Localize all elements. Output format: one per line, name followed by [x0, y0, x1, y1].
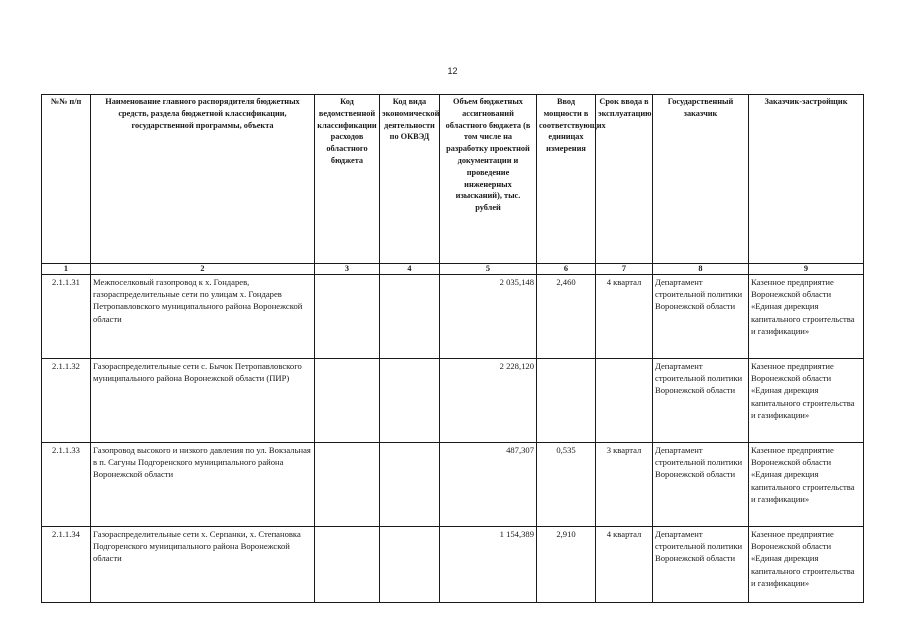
- header-cell: Наименование главного распорядителя бюджетных средств, раздела бюджетной классификации, государственной программы, объекта: [91, 95, 315, 264]
- row-number: 2.1.1.32: [42, 359, 91, 443]
- capacity: 2,910: [537, 527, 596, 603]
- column-number: 4: [380, 264, 440, 275]
- capacity: 0,535: [537, 443, 596, 527]
- capacity: [537, 359, 596, 443]
- table-row: [42, 275, 864, 359]
- kvsr-code: [315, 359, 380, 443]
- header-row: [42, 95, 864, 264]
- government-customer: Департамент строительной политики Воронежской области: [653, 443, 749, 527]
- column-number: 9: [749, 264, 864, 275]
- kvsr-code: [315, 443, 380, 527]
- developer: Казенное предприятие Воронежской области «Единая дирекция капитального строительства и газификации»: [749, 275, 864, 359]
- government-customer: Департамент строительной политики Воронежской области: [653, 275, 749, 359]
- header-cell: Код ведомственной классификации расходов областного бюджета: [315, 95, 380, 264]
- header-cell: Код вида экономической деятельности по ОКВЭД: [380, 95, 440, 264]
- commissioning-term: 4 квартал: [596, 527, 653, 603]
- developer: Казенное предприятие Воронежской области «Единая дирекция капитального строительства и газификации»: [749, 527, 864, 603]
- commissioning-term: 4 квартал: [596, 275, 653, 359]
- commissioning-term: 3 квартал: [596, 443, 653, 527]
- column-number: 5: [440, 264, 537, 275]
- investment-table: [41, 94, 864, 603]
- column-number: 2: [91, 264, 315, 275]
- budget-volume: 487,307: [440, 443, 537, 527]
- header-cell: Объем бюджетных ассигнований областного бюджета (в том числе на разработку проектной документации и проведение инженерных изысканий), тыс. рублей: [440, 95, 537, 264]
- developer: Казенное предприятие Воронежской области «Единая дирекция капитального строительства и газификации»: [749, 359, 864, 443]
- budget-volume: 2 228,120: [440, 359, 537, 443]
- row-number: 2.1.1.33: [42, 443, 91, 527]
- column-number: 1: [42, 264, 91, 275]
- header-cell: №№ п/п: [42, 95, 91, 264]
- table-row: [42, 359, 864, 443]
- table-row: [42, 527, 864, 603]
- column-number: 7: [596, 264, 653, 275]
- object-name: Газопровод высокого и низкого давления по ул. Вокзальная в п. Сагуны Подгоренского муниципального района Воронежской области: [91, 443, 315, 527]
- column-number: 8: [653, 264, 749, 275]
- government-customer: Департамент строительной политики Воронежской области: [653, 527, 749, 603]
- row-number: 2.1.1.34: [42, 527, 91, 603]
- row-number: 2.1.1.31: [42, 275, 91, 359]
- budget-volume: 2 035,148: [440, 275, 537, 359]
- budget-volume: 1 154,389: [440, 527, 537, 603]
- header-cell: Ввод мощности в соответствующих единицах измерения: [537, 95, 596, 264]
- commissioning-term: [596, 359, 653, 443]
- header-cell: Государственный заказчик: [653, 95, 749, 264]
- header-cell: Заказчик-застройщик: [749, 95, 864, 264]
- object-name: Газораспределительные сети с. Бычок Петропавловского муниципального района Воронежской области (ПИР): [91, 359, 315, 443]
- object-name: Газораспределительные сети х. Серпанки, х. Степановка Подгоренского муниципального района Воронежской области: [91, 527, 315, 603]
- developer: Казенное предприятие Воронежской области «Единая дирекция капитального строительства и газификации»: [749, 443, 864, 527]
- okved-code: [380, 275, 440, 359]
- capacity: 2,460: [537, 275, 596, 359]
- object-name: Межпоселковый газопровод к х. Гондарев, газораспределительные сети по улицам х. Гондарев Петропавловского муниципального района Воронежской области: [91, 275, 315, 359]
- okved-code: [380, 359, 440, 443]
- column-number: 3: [315, 264, 380, 275]
- government-customer: Департамент строительной политики Воронежской области: [653, 359, 749, 443]
- okved-code: [380, 443, 440, 527]
- kvsr-code: [315, 527, 380, 603]
- kvsr-code: [315, 275, 380, 359]
- okved-code: [380, 527, 440, 603]
- page-number: 12: [447, 66, 458, 76]
- header-cell: Срок ввода в эксплуатацию: [596, 95, 653, 264]
- column-number-row: [42, 264, 864, 275]
- table-row: [42, 443, 864, 527]
- column-number: 6: [537, 264, 596, 275]
